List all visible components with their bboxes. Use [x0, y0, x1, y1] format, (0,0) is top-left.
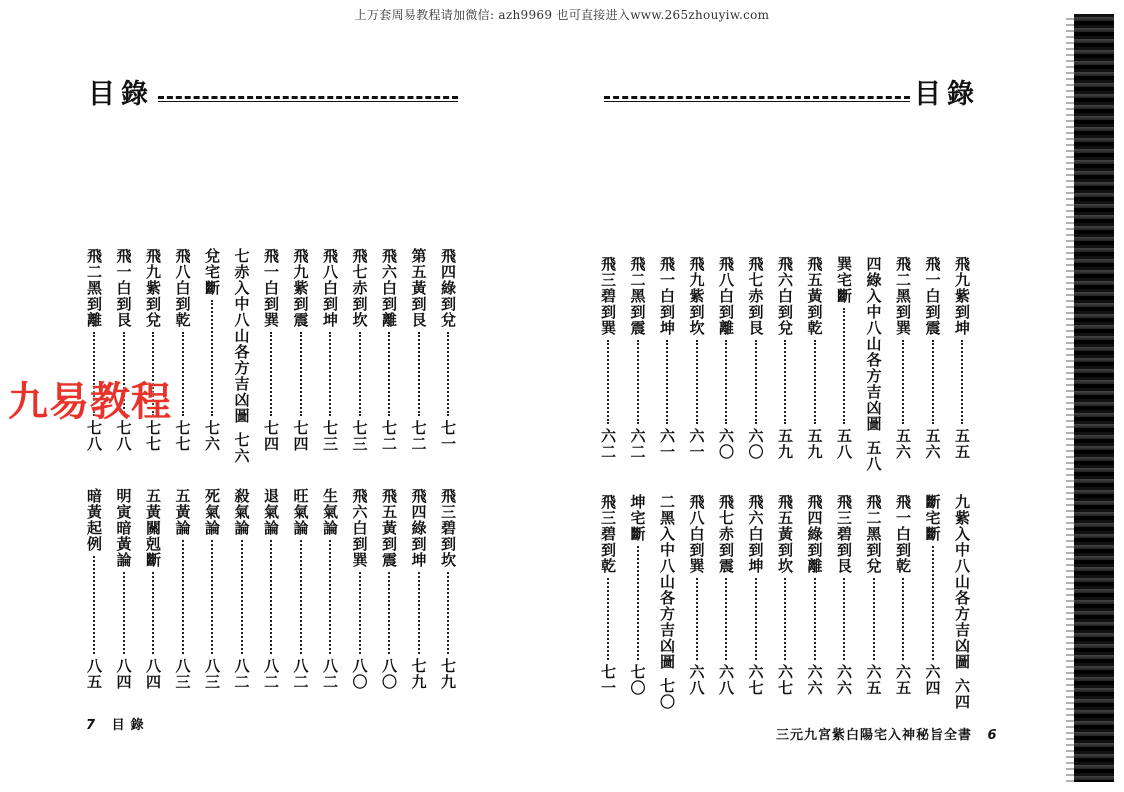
toc-entry-title: 斷宅斷 [923, 494, 942, 542]
toc-entry-title: 飛三碧到艮 [835, 494, 853, 574]
toc-entry [864, 256, 884, 472]
toc-entry-page: 八三 [173, 658, 192, 690]
toc-entry-title: 飛九紫到震 [291, 248, 310, 328]
toc-entry [173, 488, 193, 690]
toc-dot-leader [211, 540, 213, 654]
toc-dot-leader [725, 340, 727, 424]
toc-entry-title: 巽宅斷 [835, 256, 853, 304]
toc-entry [143, 488, 163, 690]
toc-dot-leader [814, 340, 816, 424]
toc-dot-leader [932, 340, 934, 424]
toc-dot-leader [241, 540, 243, 654]
toc-dot-leader [755, 340, 757, 424]
toc-dot-leader [666, 340, 668, 424]
toc-dot-leader [388, 572, 390, 654]
toc-entry [805, 256, 825, 460]
toc-entry-page: 八五 [85, 658, 103, 690]
toc-entry-page: 七三 [350, 420, 369, 452]
toc-entry [598, 494, 618, 696]
toc-entry [114, 488, 134, 690]
toc-entry-title: 飛九紫到坎 [687, 256, 706, 336]
toc-entry-title: 飛五黃到震 [380, 488, 398, 568]
toc-dot-leader [270, 540, 272, 654]
toc-entry-title: 飛一白到艮 [114, 248, 133, 328]
toc-entry-title: 飛二黑到兌 [864, 494, 883, 574]
toc-entry [893, 494, 913, 696]
toc-dot-leader [843, 578, 845, 660]
toc-entry-page: 七九 [409, 658, 428, 690]
toc-entry-title: 飛六白到離 [380, 248, 398, 328]
toc-entry [628, 494, 648, 696]
toc-dot-leader [873, 578, 875, 660]
toc-entry-title: 兌宅斷 [203, 248, 221, 296]
toc-dot-leader [902, 578, 904, 660]
toc-entry [232, 248, 252, 464]
toc-entry-page: 六四 [953, 678, 971, 710]
toc-entry-page: 八二 [321, 658, 339, 690]
toc-dot-leader [843, 308, 845, 424]
toc-entry-title: 飛四綠到坤 [409, 488, 428, 568]
toc-entry [952, 494, 972, 710]
toc-entry [746, 494, 766, 696]
toc-entry [628, 256, 648, 460]
toc-entry-page: 七一 [439, 420, 457, 452]
toc-entry-title: 四綠入中八山各方吉凶圖 [864, 256, 883, 432]
toc-entry-title: 飛四綠到離 [805, 494, 824, 574]
watermark-top: 上万套周易教程请加微信: azh9969 也可直接进入www.265zhouyiw.com [354, 8, 770, 22]
toc-entry-title: 飛七赤到坎 [350, 248, 369, 328]
toc-entry-title: 飛二黑到震 [628, 256, 647, 336]
toc-dot-leader [637, 340, 639, 424]
toc-entry-title: 飛一白到坤 [658, 256, 676, 336]
toc-entry-page: 七〇 [658, 678, 676, 710]
toc-entry-title: 七赤入中八山各方吉凶圖 [232, 248, 251, 424]
toc-dot-leader [607, 340, 609, 424]
toc-entry-title: 飛二黑到離 [85, 248, 103, 328]
toc-entry-page: 八三 [203, 658, 221, 690]
toc-entry-page: 七一 [599, 664, 617, 696]
toc-dot-leader [637, 546, 639, 660]
toc-entry-page: 五九 [805, 428, 824, 460]
toc-dot-leader [388, 332, 390, 416]
toc-dot-leader [300, 540, 302, 654]
toc-entry [320, 488, 340, 690]
toc-entry-page: 七三 [321, 420, 339, 452]
toc-entry-title: 旺氣論 [291, 488, 310, 536]
toc-dot-leader [755, 578, 757, 660]
toc-dot-leader [270, 332, 272, 416]
toc-dot-leader [359, 572, 361, 654]
toc-entry-title: 暗黃起例 [85, 488, 103, 552]
toc-entry [409, 248, 429, 452]
toc-dot-leader [359, 332, 361, 416]
toc-entry-page: 八四 [144, 658, 162, 690]
toc-entry-page: 七六 [203, 420, 221, 452]
toc-entry-title: 飛七赤到艮 [746, 256, 765, 336]
toc-entry-title: 五黃關剋斷 [144, 488, 162, 568]
toc-entry-title: 飛六白到巽 [350, 488, 369, 568]
toc-dot-leader [607, 578, 609, 660]
toc-entry [864, 494, 884, 696]
toc-entry-page: 五九 [776, 428, 794, 460]
toc-dot-leader [784, 340, 786, 424]
toc-entry-title: 飛九紫到坤 [953, 256, 971, 336]
toc-entry [657, 494, 677, 710]
toc-entry-title: 二黑入中八山各方吉凶圖 [658, 494, 676, 670]
toc-entry-title: 飛三碧到坎 [439, 488, 457, 568]
toc-entry [923, 494, 943, 696]
toc-entry [350, 248, 370, 452]
toc-entry-title: 飛三碧到巽 [599, 256, 617, 336]
toc-entry [379, 248, 399, 452]
toc-entry [834, 494, 854, 696]
toc-entry-title: 飛一白到震 [923, 256, 942, 336]
toc-entry [409, 488, 429, 690]
toc-entry [350, 488, 370, 690]
toc-entry [261, 248, 281, 452]
toc-entry-title: 飛八白到乾 [173, 248, 192, 328]
toc-entry [291, 248, 311, 452]
toc-entry-page: 七六 [232, 432, 251, 464]
toc-entry [232, 488, 252, 690]
toc-dot-leader [725, 578, 727, 660]
toc-entry-title: 第五黃到艮 [409, 248, 428, 328]
toc-entry [805, 494, 825, 696]
toc-entry-title: 飛五黃到坎 [776, 494, 794, 574]
toc-entry [923, 256, 943, 460]
toc-entry-page: 七四 [291, 420, 310, 452]
toc-entry-page: 八〇 [380, 658, 398, 690]
toc-entry-title: 飛六白到坤 [746, 494, 765, 574]
toc-entry-title: 飛三碧到乾 [599, 494, 617, 574]
toc-entry-title: 飛六白到兌 [776, 256, 794, 336]
toc-dot-leader [784, 578, 786, 660]
right-title-rule [604, 96, 910, 99]
toc-dot-leader [182, 540, 184, 654]
toc-entry-page: 六八 [687, 664, 706, 696]
toc-dot-leader [329, 332, 331, 416]
toc-entry [438, 248, 458, 452]
toc-dot-leader [902, 340, 904, 424]
toc-entry-page: 七七 [173, 420, 192, 452]
toc-entry-page: 五八 [864, 440, 883, 472]
toc-entry-page: 七四 [262, 420, 280, 452]
toc-entry-page: 六〇 [717, 428, 735, 460]
toc-entry-title: 飛八白到巽 [687, 494, 706, 574]
logo-stamp: 九易教程 [8, 379, 172, 425]
toc-entry [775, 494, 795, 696]
toc-entry-title: 明寅暗黃論 [114, 488, 133, 568]
toc-entry [202, 248, 222, 452]
toc-entry-page: 七八 [114, 420, 133, 452]
left-title-rule [158, 96, 458, 99]
toc-entry [379, 488, 399, 690]
toc-entry-title: 退氣論 [262, 488, 280, 536]
toc-entry-page: 六七 [746, 664, 765, 696]
toc-entry [716, 256, 736, 460]
toc-entry-title: 飛五黃到乾 [805, 256, 824, 336]
toc-entry [952, 256, 972, 460]
footer-right-page-number: 6 [987, 728, 998, 743]
toc-entry [291, 488, 311, 690]
toc-entry-title: 飛九紫到兌 [144, 248, 162, 328]
toc-dot-leader [418, 572, 420, 654]
toc-dot-leader [152, 572, 154, 654]
toc-entry [775, 256, 795, 460]
toc-entry-page: 六四 [923, 664, 942, 696]
toc-entry-page: 八二 [262, 658, 280, 690]
toc-entry-title: 五黃論 [173, 488, 192, 536]
toc-entry [834, 256, 854, 460]
toc-entry-title: 殺氣論 [232, 488, 251, 536]
toc-entry [261, 488, 281, 690]
toc-entry-page: 八四 [114, 658, 133, 690]
toc-entry-title: 飛八白到坤 [321, 248, 339, 328]
toc-entry-title: 九紫入中八山各方吉凶圖 [953, 494, 971, 670]
toc-entry [320, 248, 340, 452]
toc-entry-page: 六七 [776, 664, 794, 696]
toc-entry [657, 256, 677, 460]
toc-entry-page: 六六 [835, 664, 853, 696]
left-page-title: 目錄 [88, 79, 154, 110]
toc-dot-leader [182, 332, 184, 416]
toc-entry-page: 五五 [953, 428, 971, 460]
toc-dot-leader [447, 572, 449, 654]
book-spine [1074, 14, 1114, 782]
toc-entry-title: 生氣論 [321, 488, 339, 536]
toc-entry-page: 七二 [409, 420, 428, 452]
toc-entry-page: 八二 [291, 658, 310, 690]
toc-dot-leader [123, 572, 125, 654]
toc-entry-page: 六一 [687, 428, 706, 460]
toc-entry-title: 飛一白到乾 [894, 494, 912, 574]
toc-entry-page: 六八 [717, 664, 735, 696]
toc-entry-page: 七九 [439, 658, 457, 690]
toc-entry-page: 五六 [923, 428, 942, 460]
toc-entry-title: 坤宅斷 [628, 494, 647, 542]
toc-entry-title: 飛七赤到震 [717, 494, 735, 574]
footer-right [776, 724, 998, 743]
toc-dot-leader [447, 332, 449, 416]
toc-entry-page: 六一 [658, 428, 676, 460]
toc-dot-leader [696, 578, 698, 660]
toc-dot-leader [300, 332, 302, 416]
toc-entry [893, 256, 913, 460]
toc-entry [716, 494, 736, 696]
toc-entry-page: 六二 [599, 428, 617, 460]
toc-entry [173, 248, 193, 452]
book-spine-edge [1066, 14, 1074, 782]
toc-entry-page: 六五 [894, 664, 912, 696]
toc-dot-leader [418, 332, 420, 416]
toc-entry-page: 六〇 [746, 428, 765, 460]
toc-dot-leader [211, 300, 213, 416]
toc-dot-leader [93, 556, 95, 654]
toc-dot-leader [961, 340, 963, 424]
toc-entry-page: 八〇 [350, 658, 369, 690]
toc-entry-page: 六五 [864, 664, 883, 696]
toc-entry-title: 死氣論 [203, 488, 221, 536]
right-page-title: 目錄 [914, 79, 980, 110]
toc-entry-title: 飛八白到離 [717, 256, 735, 336]
toc-entry [84, 488, 104, 690]
toc-entry-title: 飛一白到巽 [262, 248, 280, 328]
toc-entry-title: 飛四綠到兌 [439, 248, 457, 328]
toc-dot-leader [696, 340, 698, 424]
footer-left-label: 目錄 [111, 718, 150, 733]
toc-entry [746, 256, 766, 460]
toc-dot-leader [814, 578, 816, 660]
toc-entry-title: 飛二黑到巽 [894, 256, 912, 336]
toc-entry [687, 494, 707, 696]
toc-entry [687, 256, 707, 460]
toc-entry-page: 五八 [835, 428, 853, 460]
toc-entry [202, 488, 222, 690]
toc-entry-page: 五六 [894, 428, 912, 460]
toc-entry-page: 六二 [628, 428, 647, 460]
toc-dot-leader [329, 540, 331, 654]
footer-left-page-number: 7 [86, 718, 102, 733]
toc-entry-page: 六六 [805, 664, 824, 696]
toc-entry-page: 七二 [380, 420, 398, 452]
toc-entry-page: 七八 [85, 420, 103, 452]
toc-entry [598, 256, 618, 460]
toc-entry-page: 七〇 [628, 664, 647, 696]
footer-left [86, 714, 150, 733]
toc-entry-page: 七七 [144, 420, 162, 452]
toc-entry [438, 488, 458, 690]
footer-right-label: 三元九宮紫白陽宅入神秘旨全書 [776, 728, 973, 743]
toc-dot-leader [932, 546, 934, 660]
toc-entry-page: 八二 [232, 658, 251, 690]
